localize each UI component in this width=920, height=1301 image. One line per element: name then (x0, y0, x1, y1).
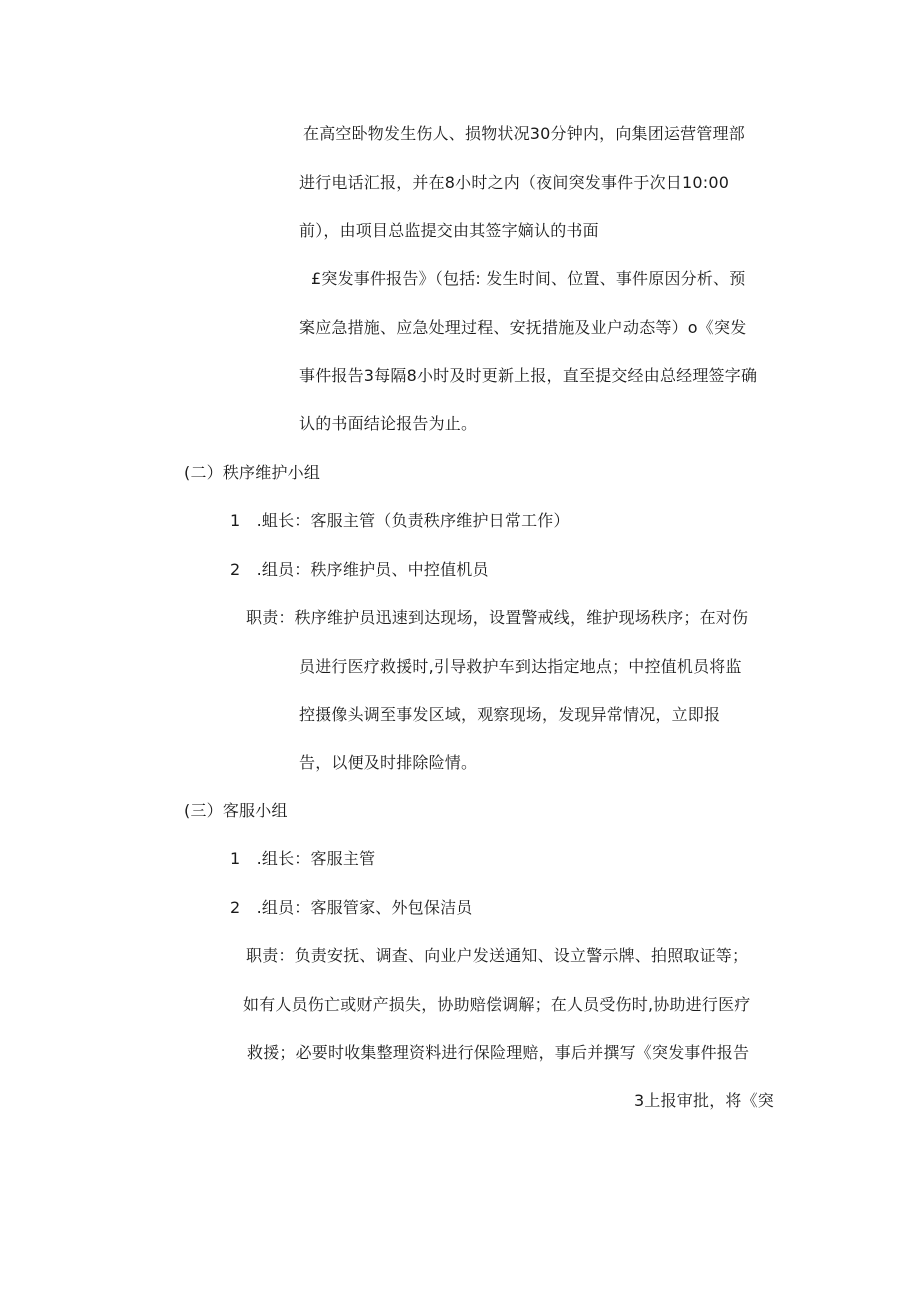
order-duty-line-3: 控摄像头调至事发区域，观察现场，发现异常情况，立即报 (299, 705, 721, 724)
para-line-1: 在高空卧物发生伤人、损物状况30分钟内，向集团运营管理部 (303, 124, 745, 143)
para-line-5: 案应急措施、应急处理过程、安抚措施及业户动态等）o《突发 (299, 318, 747, 337)
order-duty-line-1: 职责：秩序维护员迅速到达现场，设置警戒线，维护现场秩序；在对伤 (246, 608, 749, 627)
section-heading-service: (三）客服小组 (184, 801, 288, 820)
para-line-7: 认的书面结论报告为止。 (299, 414, 478, 433)
para-line-2: 进行电话汇报，并在8小时之内（夜间突发事件于次日10:00 (299, 173, 730, 192)
para-line-4: £突发事件报告》（包括: 发生时间、位置、事件原因分析、预 (311, 269, 746, 288)
service-item-members: 2 .组员：客服管家、外包保洁员 (230, 898, 473, 917)
section-heading-order: (二）秩序维护小组 (184, 463, 321, 482)
para-line-3: 前），由项目总监提交由其签字嫡认的书面 (299, 221, 599, 240)
order-duty-line-4: 告，以便及时排除险情。 (299, 753, 478, 772)
service-duty-line-3: 救援；必要时收集整理资料进行保险理赔，事后并撰写《突发事件报告 (247, 1043, 750, 1062)
order-item-leader: 1 .蛆长：客服主管（负责秩序维护日常工作） (230, 511, 570, 530)
service-duty-line-2: 如有人员伤亡或财产损失，协助赔偿调解；在人员受伤时,协助进行医疗 (243, 995, 751, 1014)
service-duty-line-1: 职责：负责安抚、调查、向业户发送通知、设立警示牌、拍照取证等； (246, 946, 749, 965)
service-duty-line-4: 3上报审批，将《突 (634, 1091, 774, 1110)
order-item-members: 2 .组员：秩序维护员、中控值机员 (230, 560, 489, 579)
service-item-leader: 1 .组长：客服主管 (230, 849, 376, 868)
order-duty-line-2: 员进行医疗救援时,引导救护车到达指定地点；中控值机员将监 (299, 657, 742, 676)
para-line-6: 事件报告3每隔8小时及时更新上报，直至提交经由总经理签字确 (299, 366, 758, 385)
